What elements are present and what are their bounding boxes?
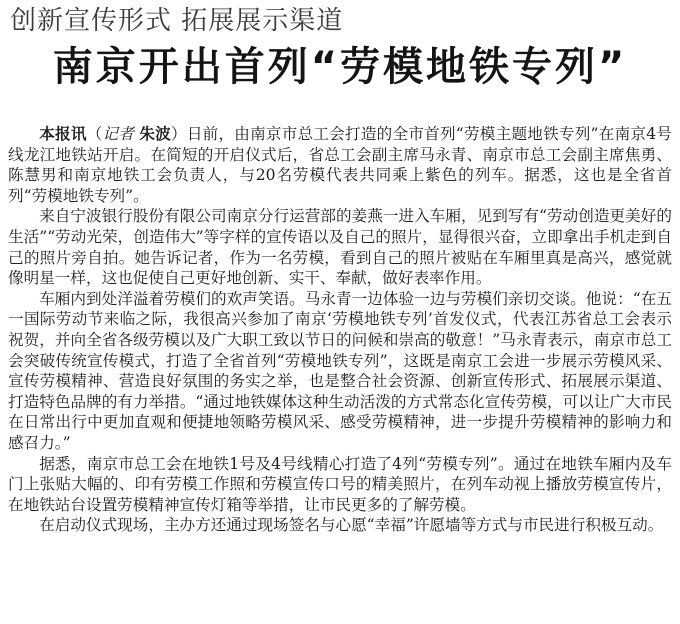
- article-paragraph-2: 来自宁波银行股份有限公司南京分行运营部的姜燕一进入车厢，见到写有“劳动创造更美好的生活”“劳动光荣，创造伟大”等字样的宣传语以及自己的照片，显得很兴奋，立即拿出手机走到自己的照片旁自拍。她告诉记者，作为一名劳模，看到自己的照片被贴在车厢里真是高兴，感觉就像明星一样，这也促使自己更好地创新、实干、奉献，做好表率作用。: [8, 207, 672, 288]
- byline-close-paren: ）: [170, 125, 187, 143]
- article-headline: 南京开出首列“劳模地铁专列”: [52, 44, 628, 90]
- byline-lead: 本报讯: [39, 125, 87, 143]
- article-paragraph-4: 据悉，南京市总工会在地铁1号及4号线精心打造了4列“劳模专列”。通过在地铁车厢内及车门上张贴大幅的、印有劳模工作照和劳模宣传口号的精美照片，在列车动视上播放劳模宣传片，在地铁站台设置劳模精神宣传灯箱等举措，让市民更多的了解劳模。: [8, 454, 672, 514]
- article-paragraph-1: [8, 124, 672, 206]
- article-subtitle: 创新宣传形式 拓展展示渠道: [10, 6, 344, 36]
- byline-name: 朱波: [139, 125, 171, 143]
- byline-open-paren: （: [86, 125, 103, 143]
- paragraph-text: 日前，由南京市总工会打造的全市首列“劳模主题地铁专列”在南京4号线龙江地铁站开启。在简短的开启仪式后，省总工会副主席马永青、南京市总工会副主席焦勇、陈慧男和南京地铁工会负责人，与20名劳模代表共同乘上紫色的列车。据悉，这也是全省首列“劳模地铁专列”。: [8, 125, 672, 205]
- article-paragraph-3: 车厢内到处洋溢着劳模们的欢声笑语。马永青一边体验一边与劳模们亲切交谈。他说：“在五一国际劳动节来临之际，我很高兴参加了南京‘劳模地铁专列’首发仪式，代表江苏省总工会表示祝贺，并向全省各级劳模以及广大职工致以节日的问候和崇高的敬意！”马永青表示，南京市总工会突破传统宣传模式，打造了全省首列“劳模地铁专列”，这既是南京工会进一步展示劳模风采、宣传劳模精神、营造良好氛围的务实之举，也是整合社会资源、创新宣传形式、拓展展示渠道、打造特色品牌的有力举措。“通过地铁媒体这种生动活泼的方式常态化宣传劳模，可以让广大市民在日常出行中更加直观和便捷地领略劳模风采、感受劳模精神，进一步提升劳模精神的影响力和感召力。”: [8, 289, 672, 452]
- article-paragraph-5: 在启动仪式现场，主办方还通过现场签名与心愿“幸福”许愿墙等方式与市民进行积极互动。: [39, 516, 664, 535]
- article-body: [8, 124, 672, 536]
- byline-role: 记者: [102, 125, 135, 143]
